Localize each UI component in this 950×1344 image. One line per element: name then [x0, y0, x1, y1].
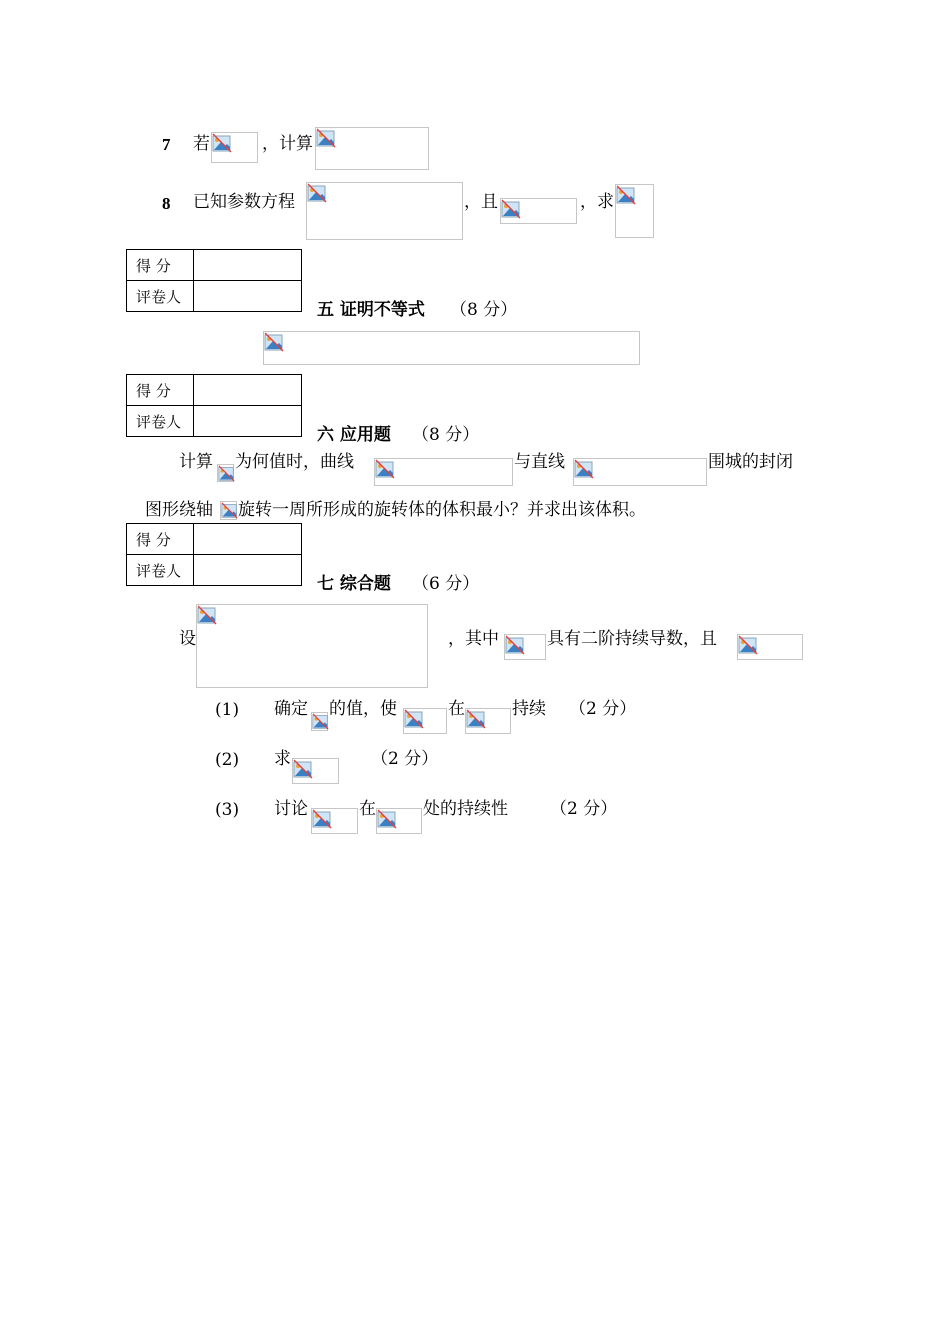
- part-2-label: (2): [215, 750, 240, 770]
- score-label: 得 分: [127, 524, 194, 555]
- formula-image: [465, 708, 511, 734]
- question-number-7: 7: [162, 135, 171, 154]
- grader-cell[interactable]: [194, 555, 302, 586]
- part-1-text-3: 在: [448, 699, 465, 719]
- broken-image-icon: [501, 199, 521, 219]
- sec6-text-6: 旋转一周所形成的旋转体的体积最小？并求出该体积。: [238, 500, 646, 520]
- broken-image-icon: [316, 128, 336, 148]
- sec6-text-2: 为何值时，曲线: [235, 452, 354, 472]
- sec6-text-1: 计算: [179, 452, 213, 472]
- formula-image: [196, 604, 428, 688]
- part-1-points: （2 分）: [569, 699, 637, 719]
- formula-image: [403, 708, 447, 734]
- part-3-label: (3): [215, 800, 240, 820]
- sec7-text-1: 设: [179, 629, 196, 649]
- q8-text-2: ，且: [464, 192, 498, 212]
- score-label: 得 分: [127, 375, 194, 406]
- formula-image: [737, 634, 803, 660]
- formula-image: [376, 808, 422, 834]
- part-2-points: （2 分）: [371, 749, 439, 769]
- broken-image-icon: [221, 502, 238, 519]
- part-3-text-3: 处的持续性: [423, 799, 508, 819]
- formula-image: [374, 458, 513, 486]
- section-6-points: （8 分）: [412, 425, 480, 445]
- q8-text-1: 已知参数方程: [193, 192, 295, 212]
- grader-label: 评卷人: [127, 406, 194, 437]
- score-cell[interactable]: [194, 524, 302, 555]
- grader-label: 评卷人: [127, 281, 194, 312]
- broken-image-icon: [738, 635, 758, 655]
- broken-image-icon: [312, 809, 332, 829]
- section-7-title: 七 综合题: [317, 574, 391, 594]
- formula-image: [211, 132, 258, 163]
- score-table: [126, 523, 302, 586]
- broken-image-icon: [218, 465, 235, 482]
- part-3-points: （2 分）: [550, 799, 618, 819]
- broken-image-icon: [212, 133, 232, 153]
- section-5-points: （8 分）: [450, 300, 518, 320]
- section-5-title: 五 证明不等式: [317, 300, 425, 320]
- broken-image-icon: [375, 459, 395, 479]
- broken-image-icon: [505, 635, 525, 655]
- score-cell[interactable]: [194, 375, 302, 406]
- grader-cell[interactable]: [194, 281, 302, 312]
- formula-image: [500, 198, 577, 224]
- formula-image: [311, 712, 328, 731]
- question-number-8: 8: [162, 194, 171, 213]
- broken-image-icon: [616, 185, 636, 205]
- formula-image: [504, 634, 546, 660]
- broken-image-icon: [404, 709, 424, 729]
- sec7-text-2: ，其中: [448, 629, 499, 649]
- part-2-text-1: 求: [274, 749, 291, 769]
- broken-image-icon: [466, 709, 486, 729]
- part-1-label: (1): [215, 700, 240, 720]
- sec7-text-3: 具有二阶持续导数，且: [547, 629, 717, 649]
- broken-image-icon: [293, 759, 313, 779]
- score-label: 得 分: [127, 250, 194, 281]
- broken-image-icon: [574, 459, 594, 479]
- formula-image: [220, 501, 237, 520]
- grader-label: 评卷人: [127, 555, 194, 586]
- sec6-text-4: 围城的封闭: [708, 452, 793, 472]
- score-table: [126, 249, 302, 312]
- formula-image: [292, 758, 339, 784]
- formula-image: [573, 458, 707, 486]
- formula-image: [217, 464, 234, 482]
- part-3-text-2: 在: [359, 799, 376, 819]
- formula-image: [263, 331, 640, 365]
- formula-image: [311, 808, 358, 834]
- grader-cell[interactable]: [194, 406, 302, 437]
- section-7-points: （6 分）: [412, 574, 480, 594]
- broken-image-icon: [264, 332, 284, 352]
- sec6-text-3: 与直线: [514, 452, 565, 472]
- part-3-text-1: 讨论: [274, 799, 308, 819]
- part-1-text-4: 持续: [512, 699, 546, 719]
- sec6-text-5: 图形绕轴: [145, 500, 213, 520]
- broken-image-icon: [197, 605, 217, 625]
- formula-image: [306, 182, 463, 240]
- broken-image-icon: [377, 809, 397, 829]
- section-6-title: 六 应用题: [317, 425, 391, 445]
- formula-image: [615, 184, 654, 238]
- broken-image-icon: [307, 183, 327, 203]
- score-table: [126, 374, 302, 437]
- part-1-text-1: 确定: [274, 699, 308, 719]
- q8-text-3: ，求: [580, 192, 614, 212]
- broken-image-icon: [312, 713, 329, 730]
- q7-text-2: ，计算: [262, 134, 313, 154]
- q7-text-1: 若: [193, 134, 210, 154]
- part-1-text-2: 的值，使: [329, 699, 397, 719]
- formula-image: [315, 127, 429, 170]
- score-cell[interactable]: [194, 250, 302, 281]
